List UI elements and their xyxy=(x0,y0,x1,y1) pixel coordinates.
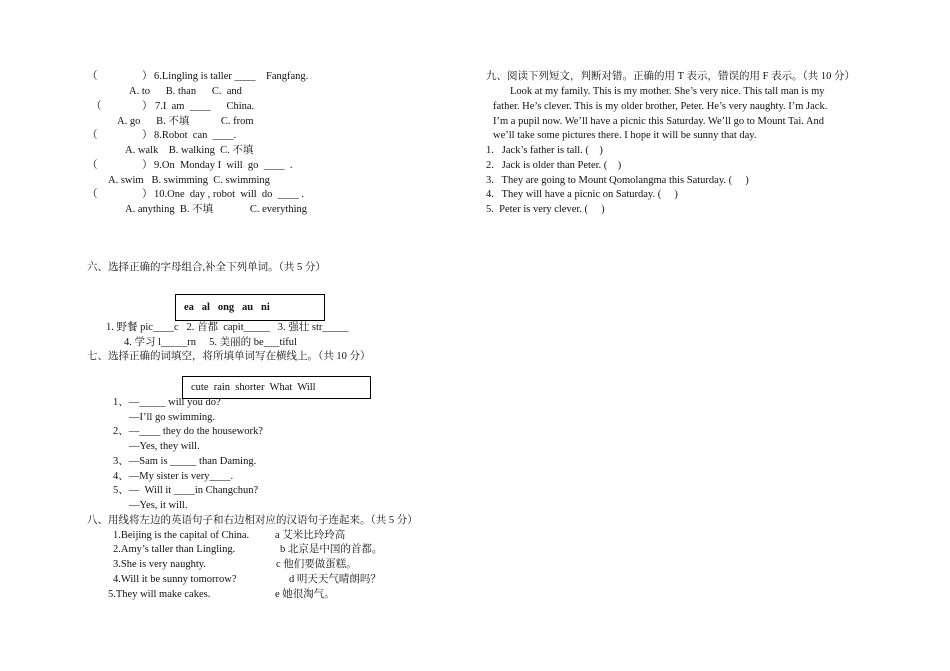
mcq-paren-8: （ xyxy=(87,130,98,141)
word-box-text: cute rain shorter What Will xyxy=(191,382,316,393)
mcq-options-6: A. to B. than C. and xyxy=(129,86,242,97)
tf-question-3: 3. They are going to Mount Qomolangma this Saturday. ( ) xyxy=(486,175,749,186)
section-6-line-2: 4. 学习 l_____rn 5. 美丽的 be___tiful xyxy=(124,337,297,348)
section-7-line-6: 4、—My sister is very____. xyxy=(113,471,234,482)
mcq-paren-9: （ xyxy=(87,160,98,171)
mcq-paren-close-10: ） xyxy=(142,189,153,200)
section-7-line-5: 3、—Sam is _____ than Daming. xyxy=(113,456,257,467)
tf-question-4: 4. They will have a picnic on Saturday. ( ) xyxy=(486,189,678,200)
english-sentence-1: 1.Beijing is the capital of China. xyxy=(113,530,250,541)
mcq-options-8: A. walk B. walking C. 不填 xyxy=(125,145,254,156)
mcq-paren-close-9: ） xyxy=(142,160,153,171)
passage-line-2: father. He’s clever. This is my older brother, Peter. He’s very naughty. I’m Jack. xyxy=(493,101,828,112)
letter-box xyxy=(175,294,325,321)
mcq-options-7: A. go B. 不填 C. from xyxy=(117,116,254,127)
section-6-heading: 六、选择正确的字母组合,补全下列单词。（共 5 分） xyxy=(87,262,326,273)
chinese-sentence-b: b 北京是中国的首都。 xyxy=(280,544,383,555)
mcq-paren-close-7: ） xyxy=(142,101,153,112)
section-7-line-7: 5、— Will it ____in Changchun? xyxy=(113,485,259,496)
mcq-question-10: 10.One day , robot will do ____ . xyxy=(154,189,304,200)
chinese-sentence-c: c 他们要做蛋糕。 xyxy=(276,559,357,570)
mcq-options-9: A. swim B. swimming C. swimming xyxy=(108,175,270,186)
section-9-heading: 九、阅读下列短文，判断对错。正确的用 T 表示，错误的用 F 表示。（共 10 分） xyxy=(486,71,856,82)
section-7-heading: 七、选择正确的词填空，将所填单词写在横线上。（共 10 分） xyxy=(87,351,371,362)
english-sentence-4: 4.Will it be sunny tomorrow? xyxy=(113,574,237,585)
section-7-line-2: —I’ll go swimming. xyxy=(129,412,216,423)
chinese-sentence-e: e 她很淘气。 xyxy=(275,589,335,600)
mcq-paren-close-6: ） xyxy=(142,71,153,82)
mcq-question-6: 6.Lingling is taller ____ Fangfang. xyxy=(154,71,309,82)
chinese-sentence-a: a 艾米比玲玲高 xyxy=(275,530,346,541)
passage-line-3: I’m a pupil now. We’ll have a picnic this Saturday. We’ll go to Mount Tai. And xyxy=(493,116,824,127)
mcq-paren-6: （ xyxy=(87,71,98,82)
chinese-sentence-d: d 明天天气晴朗吗？ xyxy=(289,574,381,585)
section-6-line-1: 1. 野餐 pic____c 2. 首都 capit_____ 3. 强壮 str_____ xyxy=(106,322,349,333)
mcq-paren-7: （ xyxy=(91,101,102,112)
section-7-line-4: —Yes, they will. xyxy=(129,441,200,452)
tf-question-2: 2. Jack is older than Peter. ( ) xyxy=(486,160,622,171)
passage-line-4: we’ll take some pictures there. I hope it will be sunny that day. xyxy=(493,130,757,141)
english-sentence-5: 5.They will make cakes. xyxy=(108,589,211,600)
english-sentence-3: 3.She is very naughty. xyxy=(113,559,206,570)
letter-box-text: ea al ong au ni xyxy=(184,302,270,313)
passage-line-1: Look at my family. This is my mother. She’s very nice. This tall man is my xyxy=(510,86,825,97)
section-8-heading: 八、用线将左边的英语句子和右边相对应的汉语句子连起来。（共 5 分） xyxy=(87,515,418,526)
english-sentence-2: 2.Amy’s taller than Lingling. xyxy=(113,544,236,555)
mcq-options-10: A. anything B. 不填 C. everything xyxy=(125,204,307,215)
tf-question-5: 5. Peter is very clever. ( ) xyxy=(486,204,605,215)
mcq-question-7: 7.I am ____ China. xyxy=(155,101,255,112)
tf-question-1: 1. Jack’s father is tall. ( ) xyxy=(486,145,603,156)
section-7-line-3: 2、—____ they do the housework? xyxy=(113,426,263,437)
section-7-line-8: —Yes, it will. xyxy=(129,500,188,511)
section-7-line-1: 1、—_____ will you do? xyxy=(113,397,221,408)
mcq-paren-10: （ xyxy=(87,189,98,200)
mcq-paren-close-8: ） xyxy=(142,130,153,141)
mcq-question-9: 9.On Monday I will go ____ . xyxy=(154,160,293,171)
mcq-question-8: 8.Robot can ____. xyxy=(154,130,237,141)
